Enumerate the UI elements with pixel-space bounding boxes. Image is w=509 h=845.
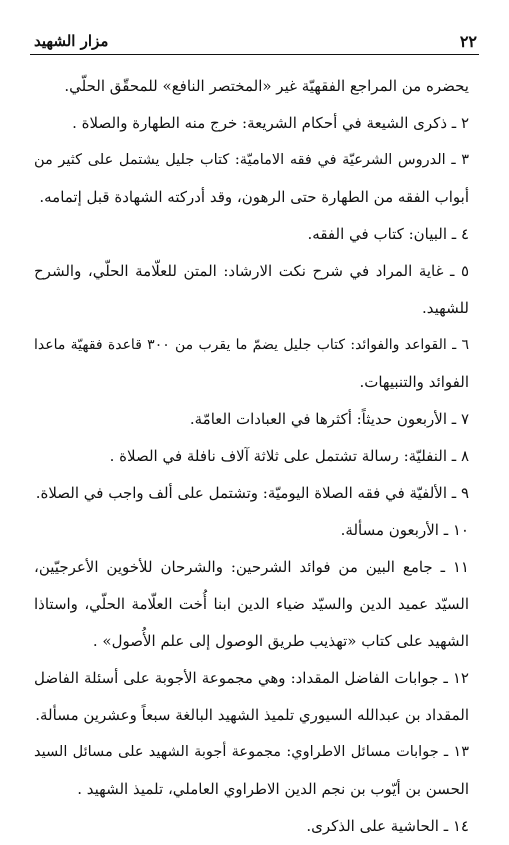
text-line: الحسن بن أيّوب بن نجم الدين الاطراوي العاملي، تلميذ الشهيد .	[77, 780, 469, 798]
text-line: أبواب الفقه من الطهارة حتى الرهون، وقد أدركته الشهادة قبل إتمامه.	[39, 188, 469, 206]
text-line: ٣ ـ الدروس الشرعيّة في فقه الاماميّة: كتاب جليل يشتمل على كثير من	[34, 152, 469, 168]
text-line: ٩ ـ الألفيّة في فقه الصلاة اليوميّة: وتشتمل على ألف واجب في الصلاة.	[35, 484, 469, 502]
text-line: ١٢ ـ جوابات الفاضل المقداد: وهي مجموعة الأجوبة على أسئلة الفاضل	[34, 669, 469, 687]
text-line: ٢ ـ ذكرى الشيعة في أحكام الشريعة: خرج منه الطهارة والصلاة .	[72, 114, 469, 132]
text-line: ١٠ ـ الأربعون مسألة.	[340, 521, 469, 539]
text-line: الفوائد والتنبيهات.	[359, 373, 469, 391]
text-line: يحضره من المراجع الفقهيّة غير «المختصر النافع» للمحقّق الحلّي.	[64, 77, 469, 95]
text-line: ٤ ـ البيان: كتاب في الفقه.	[307, 225, 469, 243]
text-line: ١٤ ـ الحاشية على الذكرى.	[306, 817, 469, 835]
page-body	[34, 68, 469, 845]
text-line: ٦ ـ القواعد والفوائد: كتاب جليل يضمّ ما يقرب من ٣٠٠ قاعدة فقهيّة ماعدا	[34, 337, 469, 353]
text-line: ١١ ـ جامع البين من فوائد الشرحين: والشرحان للأخوين الأعرجيّين،	[34, 558, 469, 576]
text-line: المقداد بن عبدالله السيوري تلميذ الشهيد البالغة سبعاً وعشرين مسألة.	[35, 706, 469, 724]
text-line: ٧ ـ الأربعون حديثاً: أكثرها في العبادات العامّة.	[189, 410, 469, 428]
text-line: ٨ ـ النفليّة: رسالة تشتمل على ثلاثة آلاف نافلة في الصلاة .	[109, 447, 469, 465]
page-number: ٢٢	[459, 32, 477, 51]
text-line: للشهيد.	[422, 299, 469, 317]
text-line: السيّد عميد الدين والسيّد ضياء الدين ابنا أُخت العلّامة الحلّي، واستاذا	[34, 595, 469, 613]
text-line: الشهيد على كتاب «تهذيب طريق الوصول إلى علم الأُصول» .	[92, 632, 469, 650]
running-title: مزار الشهيد	[34, 32, 109, 50]
page-header	[30, 30, 479, 55]
text-line: ١٣ ـ جوابات مسائل الاطراوي: مجموعة أجوبة الشهيد على مسائل السيد	[34, 744, 469, 760]
text-line: ٥ ـ غاية المراد في شرح نكت الارشاد: المتن للعلّامة الحلّي، والشرح	[34, 262, 469, 280]
